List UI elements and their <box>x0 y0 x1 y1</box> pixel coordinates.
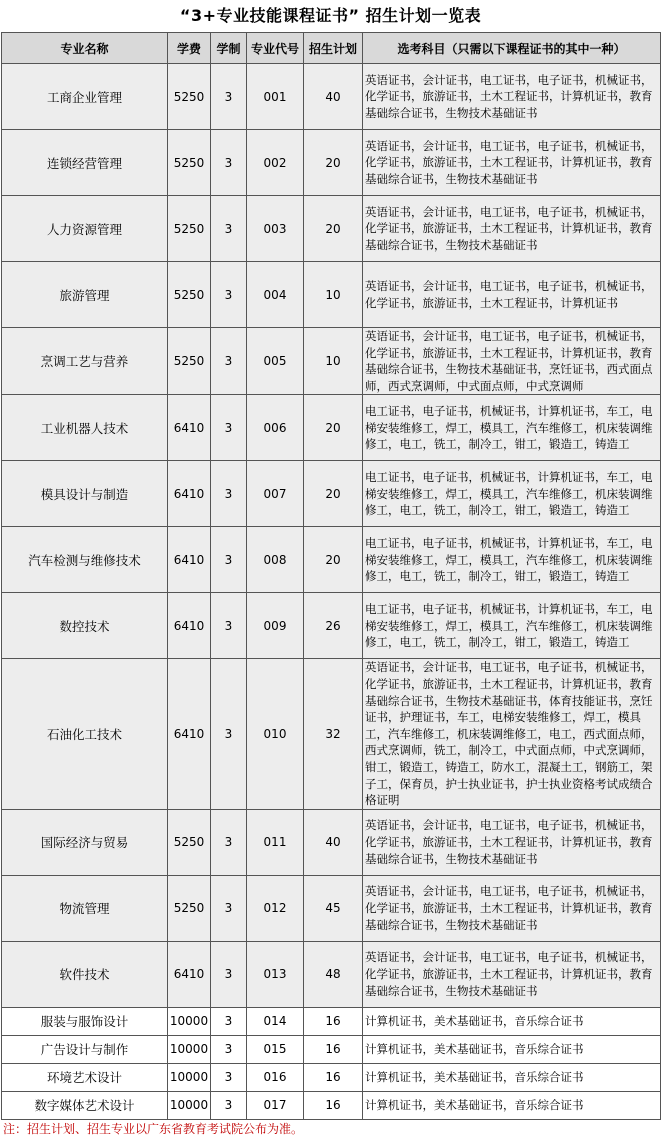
cell-subjects: 计算机证书，美术基础证书，音乐综合证书 <box>363 1063 661 1091</box>
table-row <box>2 328 661 395</box>
cell-plan: 16 <box>304 1007 363 1035</box>
cell-years: 3 <box>211 461 247 527</box>
cell-subjects: 电工证书，电子证书，机械证书，计算机证书，车工，电梯安装维修工，焊工，模具工，汽车维修工，机床装调维修工，电工，铣工，制冷工，钳工，锻造工，铸造工 <box>363 395 661 461</box>
cell-years: 3 <box>211 1035 247 1063</box>
cell-subjects: 英语证书，会计证书，电工证书，电子证书，机械证书，化学证书，旅游证书，土木工程证书，计算机证书，教育基础综合证书，生物技术基础证书 <box>363 941 661 1007</box>
cell-years: 3 <box>211 196 247 262</box>
cell-plan: 48 <box>304 941 363 1007</box>
table-row <box>2 461 661 527</box>
cell-major-name: 石油化工技术 <box>2 659 168 809</box>
cell-code: 015 <box>247 1035 304 1063</box>
cell-fee: 5250 <box>168 875 211 941</box>
cell-major-name: 物流管理 <box>2 875 168 941</box>
header-fee: 学费 <box>168 33 211 64</box>
cell-subjects: 英语证书，会计证书，电工证书，电子证书，机械证书，化学证书，旅游证书，土木工程证书，计算机证书，教育基础综合证书，生物技术基础证书，体育技能证书，烹饪证书，护理证书，车工，电梯安装维修工，焊工，模具工，汽车维修工，机床装调维修工，电工，西式面点师，西式烹调师，铣工，制冷工，中式面点师，中式烹调师，钳工，锻造工，铸造工，防水工，混凝土工，钢筋工，架子工，保育员，护士执业证书，护士执业资格考试成绩合格证明 <box>363 659 661 809</box>
cell-subjects: 计算机证书，美术基础证书，音乐综合证书 <box>363 1091 661 1119</box>
cell-subjects: 英语证书，会计证书，电工证书，电子证书，机械证书，化学证书，旅游证书，土木工程证书，计算机证书 <box>363 262 661 328</box>
cell-subjects: 英语证书，会计证书，电工证书，电子证书，机械证书，化学证书，旅游证书，土木工程证书，计算机证书，教育基础综合证书，生物技术基础证书 <box>363 64 661 130</box>
cell-years: 3 <box>211 130 247 196</box>
enrollment-table <box>1 32 661 1120</box>
cell-plan: 20 <box>304 527 363 593</box>
cell-fee: 5250 <box>168 809 211 875</box>
cell-fee: 6410 <box>168 593 211 659</box>
cell-subjects: 电工证书，电子证书，机械证书，计算机证书，车工，电梯安装维修工，焊工，模具工，汽车维修工，机床装调维修工，电工，铣工，制冷工，钳工，锻造工，铸造工 <box>363 461 661 527</box>
table-row <box>2 593 661 659</box>
cell-code: 011 <box>247 809 304 875</box>
cell-plan: 10 <box>304 328 363 395</box>
table-header-row <box>2 33 661 64</box>
cell-code: 003 <box>247 196 304 262</box>
cell-plan: 16 <box>304 1035 363 1063</box>
cell-major-name: 人力资源管理 <box>2 196 168 262</box>
cell-major-name: 数控技术 <box>2 593 168 659</box>
cell-major-name: 工商企业管理 <box>2 64 168 130</box>
cell-code: 004 <box>247 262 304 328</box>
cell-plan: 16 <box>304 1063 363 1091</box>
table-row <box>2 395 661 461</box>
cell-code: 008 <box>247 527 304 593</box>
cell-years: 3 <box>211 1063 247 1091</box>
cell-code: 012 <box>247 875 304 941</box>
table-row <box>2 1091 661 1119</box>
cell-code: 002 <box>247 130 304 196</box>
cell-major-name: 烹调工艺与营养 <box>2 328 168 395</box>
cell-years: 3 <box>211 875 247 941</box>
cell-plan: 10 <box>304 262 363 328</box>
table-row <box>2 130 661 196</box>
cell-plan: 20 <box>304 130 363 196</box>
cell-plan: 20 <box>304 395 363 461</box>
cell-major-name: 软件技术 <box>2 941 168 1007</box>
table-row <box>2 1063 661 1091</box>
footnote: 注：招生计划、招生专业以广东省教育考试院公布为准。 <box>3 1121 304 1136</box>
header-plan: 招生计划 <box>304 33 363 64</box>
table-row <box>2 1007 661 1035</box>
cell-years: 3 <box>211 1091 247 1119</box>
header-subjects: 选考科目（只需以下课程证书的其中一种） <box>363 33 661 64</box>
cell-fee: 5250 <box>168 262 211 328</box>
cell-years: 3 <box>211 395 247 461</box>
cell-major-name: 环境艺术设计 <box>2 1063 168 1091</box>
cell-plan: 20 <box>304 196 363 262</box>
cell-plan: 26 <box>304 593 363 659</box>
cell-fee: 10000 <box>168 1091 211 1119</box>
cell-plan: 40 <box>304 64 363 130</box>
cell-fee: 5250 <box>168 328 211 395</box>
cell-plan: 45 <box>304 875 363 941</box>
table-row <box>2 64 661 130</box>
page-title: “3+专业技能课程证书” 招生计划一览表 <box>179 6 482 25</box>
cell-major-name: 广告设计与制作 <box>2 1035 168 1063</box>
cell-years: 3 <box>211 809 247 875</box>
cell-plan: 32 <box>304 659 363 809</box>
cell-plan: 40 <box>304 809 363 875</box>
table-row <box>2 262 661 328</box>
cell-subjects: 英语证书，会计证书，电工证书，电子证书，机械证书，化学证书，旅游证书，土木工程证书，计算机证书，教育基础综合证书，生物技术基础证书 <box>363 196 661 262</box>
cell-years: 3 <box>211 527 247 593</box>
cell-subjects: 计算机证书，美术基础证书，音乐综合证书 <box>363 1007 661 1035</box>
cell-years: 3 <box>211 262 247 328</box>
header-major-name: 专业名称 <box>2 33 168 64</box>
cell-code: 001 <box>247 64 304 130</box>
cell-major-name: 国际经济与贸易 <box>2 809 168 875</box>
cell-fee: 6410 <box>168 461 211 527</box>
cell-subjects: 电工证书，电子证书，机械证书，计算机证书，车工，电梯安装维修工，焊工，模具工，汽车维修工，机床装调维修工，电工，铣工，制冷工，钳工，锻造工，铸造工 <box>363 527 661 593</box>
cell-major-name: 旅游管理 <box>2 262 168 328</box>
cell-years: 3 <box>211 64 247 130</box>
cell-fee: 5250 <box>168 196 211 262</box>
cell-major-name: 数字媒体艺术设计 <box>2 1091 168 1119</box>
cell-fee: 10000 <box>168 1063 211 1091</box>
cell-major-name: 服装与服饰设计 <box>2 1007 168 1035</box>
cell-subjects: 英语证书，会计证书，电工证书，电子证书，机械证书，化学证书，旅游证书，土木工程证书，计算机证书，教育基础综合证书，生物技术基础证书，烹饪证书，西式面点师，西式烹调师，中式面点师，中式烹调师 <box>363 328 661 395</box>
cell-years: 3 <box>211 659 247 809</box>
table-row <box>2 875 661 941</box>
cell-code: 010 <box>247 659 304 809</box>
cell-code: 017 <box>247 1091 304 1119</box>
cell-years: 3 <box>211 328 247 395</box>
cell-code: 005 <box>247 328 304 395</box>
cell-years: 3 <box>211 941 247 1007</box>
table-row <box>2 809 661 875</box>
cell-fee: 6410 <box>168 395 211 461</box>
cell-major-name: 连锁经营管理 <box>2 130 168 196</box>
cell-major-name: 汽车检测与维修技术 <box>2 527 168 593</box>
cell-subjects: 英语证书，会计证书，电工证书，电子证书，机械证书，化学证书，旅游证书，土木工程证书，计算机证书，教育基础综合证书，生物技术基础证书 <box>363 130 661 196</box>
cell-code: 016 <box>247 1063 304 1091</box>
cell-fee: 6410 <box>168 527 211 593</box>
table-row <box>2 196 661 262</box>
header-years: 学制 <box>211 33 247 64</box>
cell-code: 009 <box>247 593 304 659</box>
table-row <box>2 527 661 593</box>
cell-code: 014 <box>247 1007 304 1035</box>
cell-fee: 10000 <box>168 1035 211 1063</box>
cell-code: 007 <box>247 461 304 527</box>
cell-fee: 6410 <box>168 659 211 809</box>
cell-major-name: 工业机器人技术 <box>2 395 168 461</box>
cell-plan: 20 <box>304 461 363 527</box>
cell-code: 013 <box>247 941 304 1007</box>
cell-subjects: 英语证书，会计证书，电工证书，电子证书，机械证书，化学证书，旅游证书，土木工程证书，计算机证书，教育基础综合证书，生物技术基础证书 <box>363 875 661 941</box>
cell-plan: 16 <box>304 1091 363 1119</box>
cell-major-name: 模具设计与制造 <box>2 461 168 527</box>
cell-subjects: 电工证书，电子证书，机械证书，计算机证书，车工，电梯安装维修工，焊工，模具工，汽车维修工，机床装调维修工，电工，铣工，制冷工，钳工，锻造工，铸造工 <box>363 593 661 659</box>
table-row <box>2 1035 661 1063</box>
cell-years: 3 <box>211 593 247 659</box>
cell-fee: 10000 <box>168 1007 211 1035</box>
cell-years: 3 <box>211 1007 247 1035</box>
cell-subjects: 计算机证书，美术基础证书，音乐综合证书 <box>363 1035 661 1063</box>
cell-fee: 6410 <box>168 941 211 1007</box>
cell-code: 006 <box>247 395 304 461</box>
table-row <box>2 659 661 809</box>
table-row <box>2 941 661 1007</box>
cell-fee: 5250 <box>168 130 211 196</box>
header-code: 专业代号 <box>247 33 304 64</box>
cell-fee: 5250 <box>168 64 211 130</box>
cell-subjects: 英语证书，会计证书，电工证书，电子证书，机械证书，化学证书，旅游证书，土木工程证书，计算机证书，教育基础综合证书，生物技术基础证书 <box>363 809 661 875</box>
